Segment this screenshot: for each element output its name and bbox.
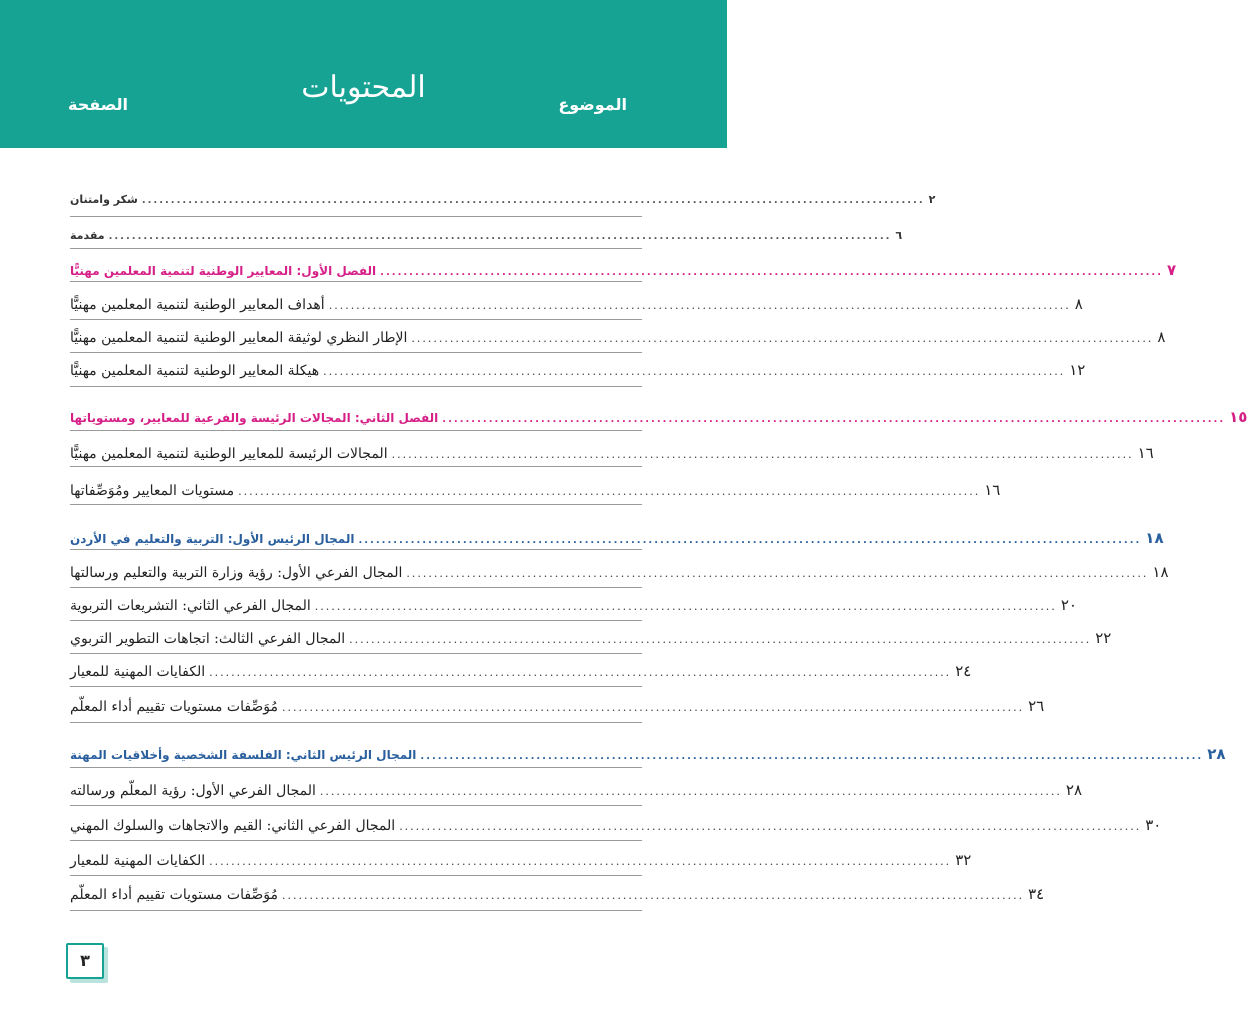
toc-page-number: ٢٦ — [1028, 697, 1045, 715]
dot-leader: ....................................................................................................................................... — [209, 666, 952, 679]
divider — [70, 620, 642, 621]
dot-leader: ....................................................................................................................................... — [358, 535, 1142, 546]
toc-entry[interactable] — [70, 693, 1045, 719]
divider — [70, 319, 642, 320]
toc-entry[interactable] — [70, 324, 1166, 350]
dot-leader: ....................................................................................................................................... — [323, 365, 1066, 378]
dot-leader: ....................................................................................................................................... — [141, 195, 925, 206]
dot-leader: ....................................................................................................................................... — [108, 231, 892, 242]
divider — [70, 430, 642, 431]
toc-entry[interactable] — [70, 658, 972, 684]
dot-leader: ....................................................................................................................................... — [319, 785, 1062, 798]
toc-entry-title: المجال الفرعي الثاني: القيم والاتجاهات والسلوك المهني — [70, 818, 396, 834]
divider — [70, 216, 642, 217]
divider — [70, 386, 642, 387]
toc-entry-title: المجال الفرعي الأول: رؤية المعلّم ورسالته — [70, 783, 316, 799]
toc-chapter-2[interactable] — [70, 406, 1248, 428]
page-title: المحتويات — [301, 70, 426, 105]
toc-entry-title: الفصل الأول: المعايير الوطنية لتنمية المعلمين مهنيًّا — [70, 264, 377, 278]
toc-page-number: ١٨ — [1145, 529, 1164, 547]
toc-page-number: ٣٢ — [955, 851, 972, 869]
toc-entry-title: الإطار النظري لوثيقة المعايير الوطنية لتنمية المعلمين مهنيًّا — [70, 330, 408, 346]
toc-page-number: ٨ — [1074, 295, 1083, 313]
toc-entry-title: المجال الرئيس الأول: التربية والتعليم في الأردن — [70, 532, 355, 546]
toc-page-number: ٢٠ — [1060, 596, 1077, 614]
toc-introduction[interactable] — [70, 227, 903, 245]
divider — [70, 587, 642, 588]
toc-entry-title: المجال الفرعي الثاني: التشريعات التربوية — [70, 598, 311, 614]
page-number: ٣ — [80, 951, 90, 970]
dot-leader: ....................................................................................................................................... — [399, 820, 1142, 833]
toc-page-number: ١٨ — [1152, 563, 1169, 581]
toc-entry-title: الكفايات المهنية للمعيار — [70, 664, 206, 680]
divider — [70, 686, 642, 687]
toc-entry[interactable] — [70, 812, 1162, 838]
divider — [70, 504, 642, 505]
toc-page-number: ٢٨ — [1207, 745, 1226, 763]
dot-leader: ....................................................................................................................................... — [282, 701, 1025, 714]
toc-page-number: ٦ — [895, 229, 903, 242]
toc-acknowledgement[interactable] — [70, 191, 936, 209]
toc-page-number: ٢٤ — [955, 662, 972, 680]
toc-entry-title: المجال الفرعي الأول: رؤية وزارة التربية والتعليم ورسالتها — [70, 565, 403, 581]
toc-page-number: ٢٨ — [1065, 781, 1083, 799]
divider — [70, 281, 642, 282]
toc-page-number: ٣٤ — [1028, 885, 1045, 903]
toc-entry-title: المجال الرئيس الثاني: الفلسفة الشخصية وأخلاقيات المهنة — [70, 748, 417, 762]
toc-page-number: ٨ — [1157, 328, 1166, 346]
toc-entry[interactable] — [70, 559, 1169, 585]
header-banner — [0, 0, 727, 148]
toc-entry-title: شكر وامتنان — [70, 193, 138, 206]
page-number-box — [66, 943, 104, 979]
dot-leader: ....................................................................................................................................... — [349, 633, 1092, 646]
toc-entry[interactable] — [70, 477, 1001, 503]
toc-page-number: ٣٠ — [1145, 816, 1162, 834]
toc-entry-title: المجالات الرئيسة للمعايير الوطنية لتنمية المعلمين مهنيًّا — [70, 446, 388, 462]
divider — [70, 248, 642, 249]
toc-entry-title: مقدمة — [70, 229, 105, 242]
dot-leader: ....................................................................................................................................... — [209, 855, 952, 868]
toc-page-number: ٢٢ — [1095, 629, 1112, 647]
toc-entry[interactable] — [70, 592, 1077, 618]
toc-entry[interactable] — [70, 847, 972, 873]
toc-entry[interactable] — [70, 357, 1086, 383]
divider — [70, 722, 642, 723]
page-column-label: الصفحة — [68, 95, 129, 114]
dot-leader: ....................................................................................................................................... — [282, 889, 1025, 902]
toc-entry-title: الفصل الثاني: المجالات الرئيسة والفرعية للمعايير، ومستوياتها — [70, 411, 439, 425]
toc-page-number: ١٦ — [1137, 444, 1154, 462]
toc-page-number: ١٦ — [984, 481, 1001, 499]
dot-leader: ....................................................................................................................................... — [411, 332, 1154, 345]
toc-page-number: ٢ — [928, 193, 936, 206]
toc-entry-title: المجال الفرعي الثالث: اتجاهات التطوير التربوي — [70, 631, 346, 647]
toc-page-number: ١٢ — [1069, 361, 1086, 379]
dot-leader: ....................................................................................................................................... — [406, 567, 1149, 580]
toc-entry[interactable] — [70, 625, 1112, 651]
toc-entry[interactable] — [70, 291, 1083, 317]
divider — [70, 840, 642, 841]
dot-leader: ....................................................................................................................................... — [328, 299, 1071, 312]
toc-domain-2[interactable] — [70, 743, 1226, 765]
divider — [70, 352, 642, 353]
divider — [70, 910, 642, 911]
toc-entry[interactable] — [70, 777, 1083, 803]
divider — [70, 767, 642, 768]
toc-page-number: ١٥ — [1229, 408, 1248, 426]
toc-page-number: ٧ — [1167, 261, 1177, 279]
toc-entry-title: هيكلة المعايير الوطنية لتنمية المعلمين مهنيًّا — [70, 363, 320, 379]
toc-entry-title: مُوَصِّفات مستويات تقييم أداء المعلّم — [70, 887, 279, 903]
dot-leader: ....................................................................................................................................... — [420, 751, 1204, 762]
divider — [70, 875, 642, 876]
toc-chapter-1[interactable] — [70, 259, 1177, 281]
toc-entry[interactable] — [70, 440, 1154, 466]
dot-leader: ....................................................................................................................................... — [391, 448, 1134, 461]
topic-column-label: الموضوع — [558, 95, 627, 114]
toc-domain-1[interactable] — [70, 527, 1164, 549]
toc-entry-title: مستويات المعايير ومُوَصِّفاتها — [70, 483, 235, 499]
toc-entry-title: مُوَصِّفات مستويات تقييم أداء المعلّم — [70, 699, 279, 715]
divider — [70, 653, 642, 654]
toc-entry-title: الكفايات المهنية للمعيار — [70, 853, 206, 869]
dot-leader: ....................................................................................................................................... — [238, 485, 981, 498]
dot-leader: ....................................................................................................................................... — [442, 414, 1226, 425]
dot-leader: ....................................................................................................................................... — [380, 267, 1164, 278]
divider — [70, 466, 642, 467]
divider — [70, 805, 642, 806]
toc-entry[interactable] — [70, 881, 1045, 907]
dot-leader: ....................................................................................................................................... — [314, 600, 1057, 613]
toc-entry-title: أهداف المعايير الوطنية لتنمية المعلمين مهنيًّا — [70, 297, 325, 313]
divider — [70, 549, 642, 550]
